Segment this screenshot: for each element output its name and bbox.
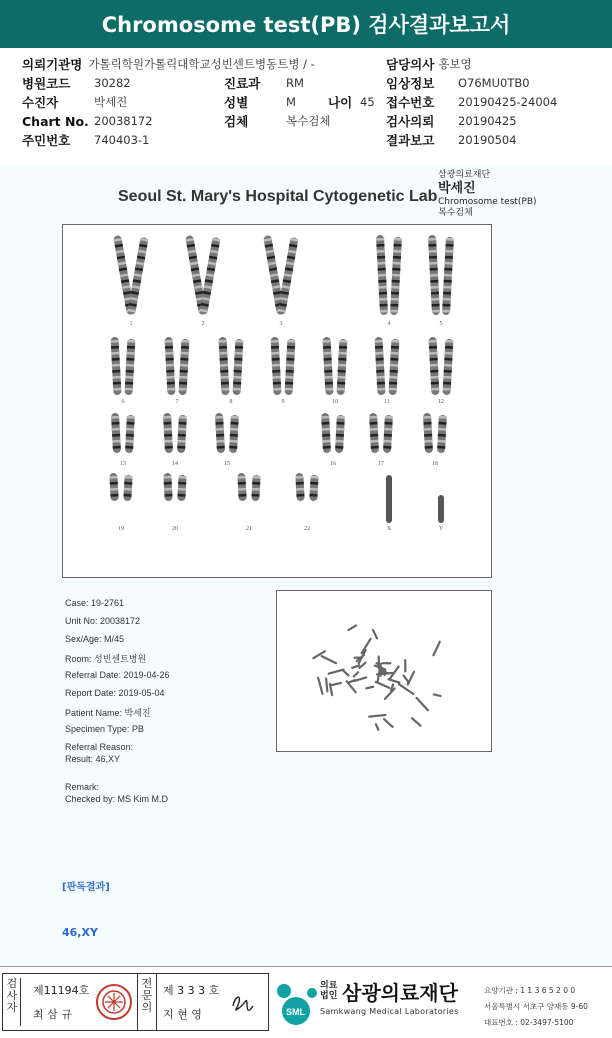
- inspector-license: 제11194호: [33, 982, 89, 998]
- chromosome: [111, 413, 135, 453]
- chromosome-label: 8: [230, 399, 233, 405]
- unit-number: Unit No: 20038172: [65, 616, 140, 626]
- chromosome-label: X: [387, 526, 392, 532]
- metaphase-chromosome: [433, 642, 439, 656]
- value-sex: M: [286, 95, 328, 109]
- chromosome-label: 7: [176, 399, 179, 405]
- chromosome: [109, 473, 132, 501]
- value-ward: 동트병 / -: [266, 56, 315, 72]
- header-row-3-mid: [224, 93, 375, 111]
- specialist-license: 제 3 3 3 호: [163, 982, 219, 998]
- header-row-4: [22, 112, 153, 130]
- value-receipt-number: 20190425-24004: [458, 95, 557, 109]
- chromosome-label: 4: [388, 321, 391, 327]
- chromosome-label: 2: [202, 321, 205, 327]
- metaphase-chromosome: [352, 665, 359, 667]
- metaphase-chromosome: [331, 683, 341, 685]
- metaphase-chromosome: [366, 687, 373, 689]
- label-requesting-institution: 의뢰기관명: [22, 55, 82, 73]
- metaphase-chromosome: [376, 682, 390, 688]
- org-prefix: [320, 981, 337, 1001]
- lab-title: Seoul St. Mary's Hospital Cytogenetic Lab: [118, 188, 437, 206]
- label-specimen: 검체: [224, 112, 286, 130]
- report-body: [0, 166, 612, 966]
- chromosome: [428, 235, 454, 315]
- stamp-specimen: 복수검체: [438, 208, 537, 219]
- org-phone: 대표번호 : 02-3497-5100: [484, 1015, 588, 1031]
- value-hospital-code: 30282: [94, 76, 131, 90]
- label-result-report: 결과보고: [386, 131, 458, 149]
- chromosome: [376, 235, 402, 315]
- org-name: 삼광의료재단: [342, 977, 458, 1006]
- metaphase-chromosome: [412, 718, 420, 726]
- sml-logo-icon: [272, 981, 318, 1031]
- header-row-3: [22, 93, 127, 111]
- chromosome: [237, 473, 260, 501]
- chromosome-label: 9: [282, 399, 285, 405]
- value-patient: 박세진: [94, 94, 127, 110]
- chromosome-label: 18: [432, 461, 438, 467]
- chromosome-label: 17: [378, 461, 384, 467]
- label-test-request: 검사의뢰: [386, 112, 458, 130]
- interpretation-result: 46,XY: [62, 926, 98, 939]
- label-resident-number: 주민번호: [22, 131, 94, 149]
- specimen-stamp: [438, 170, 537, 219]
- specialist-signature-icon: [225, 984, 261, 1024]
- stamp-patient-name: 박세진: [438, 181, 537, 197]
- metaphase-chromosome: [318, 678, 322, 694]
- value-resident-number: 740403-1: [94, 133, 149, 147]
- metaphase-image-panel: [276, 590, 492, 752]
- chromosome: [386, 475, 392, 523]
- chromosome-label: 20: [172, 526, 178, 532]
- referral-reason: Referral Reason:: [65, 742, 133, 752]
- metaphase-chromosome: [329, 670, 344, 674]
- metaphase-chromosome: [343, 670, 348, 675]
- metaphase-chromosome: [349, 625, 357, 629]
- result-line: Result: 46,XY: [65, 754, 120, 764]
- label-receipt-number: 접수번호: [386, 93, 458, 111]
- chromosome: [164, 337, 189, 395]
- metaphase-chromosome: [347, 681, 356, 692]
- value-chart-no: 20038172: [94, 114, 153, 128]
- header-row-5-right: [386, 131, 517, 149]
- specialist-vertical-label: [137, 974, 157, 1030]
- chromosome-label: 1: [130, 321, 133, 327]
- org-address: 서울특별시 서초구 양재동 9-60: [484, 999, 588, 1015]
- case-number: Case: 19-2761: [65, 598, 124, 608]
- header-row-2-right: [386, 74, 530, 92]
- org-english-name: Samkwang Medical Laboratories: [320, 1007, 459, 1016]
- chromosome-label: 22: [304, 526, 310, 532]
- metaphase-chromosome: [399, 684, 413, 694]
- chromosome-label: Y: [439, 526, 444, 532]
- chromosome: [185, 235, 220, 315]
- chromosome: [321, 413, 345, 453]
- org-prefix-2: 법인: [320, 991, 337, 1001]
- stamp-org: 삼광의료재단: [438, 170, 537, 181]
- inspector-vertical-label: [6, 978, 21, 1026]
- checked-by: Checked by: MS Kim M.D: [65, 794, 168, 804]
- chromosome-label: 5: [440, 321, 443, 327]
- metaphase-chromosome: [376, 724, 379, 730]
- interpretation-label: [판독결과]: [62, 878, 110, 893]
- sex-age: Sex/Age: M/45: [65, 634, 124, 644]
- karyogram-image: [63, 225, 491, 577]
- case-info: [0, 590, 240, 850]
- metaphase-chromosome: [417, 698, 428, 710]
- chromosome-label: 16: [330, 461, 336, 467]
- metaphase-chromosome: [384, 719, 393, 727]
- metaphase-chromosome: [404, 676, 409, 683]
- header-row-1-right: [386, 55, 472, 73]
- chromosome: [369, 413, 393, 453]
- chromosome-label: 15: [224, 461, 230, 467]
- label-patient: 수진자: [22, 93, 94, 111]
- chromosome: [295, 473, 318, 501]
- label-hospital-code: 병원코드: [22, 74, 94, 92]
- chromosome: [163, 473, 186, 501]
- inspector-name: 최 삼 규: [33, 1006, 72, 1022]
- stamp-test-name: Chromosome test(PB): [438, 197, 537, 208]
- metaphase-chromosome: [359, 663, 365, 668]
- chromosome-label: 19: [118, 526, 124, 532]
- organization-block: [272, 975, 610, 1031]
- metaphase-chromosome: [434, 694, 441, 695]
- chromosome: [218, 337, 243, 395]
- specialist-name: 지 현 영: [163, 1006, 202, 1022]
- chromosome-label: 11: [384, 399, 390, 405]
- label-age: 나이: [328, 93, 360, 111]
- chromosome: [438, 495, 444, 523]
- inspector-seal-icon: [95, 982, 133, 1022]
- report-title: Chromosome test(PB) 검사결과보고서: [0, 0, 612, 48]
- chromosome-label: 10: [332, 399, 338, 405]
- label-physician: 담당의사: [386, 55, 434, 73]
- chromosome: [263, 235, 298, 315]
- metaphase-chromosome: [385, 688, 395, 698]
- remark: Remark:: [65, 782, 99, 792]
- metaphase-chromosome: [354, 677, 366, 681]
- value-clinical-info: O76MU0TB0: [458, 76, 530, 90]
- header-row-4-right: [386, 112, 517, 130]
- value-age: 45: [360, 95, 375, 109]
- metaphase-chromosome: [369, 715, 385, 717]
- chromosome-label: 14: [172, 461, 178, 467]
- specimen-type: Specimen Type: PB: [65, 724, 144, 734]
- metaphase-chromosome: [322, 656, 336, 663]
- chromosome: [374, 337, 399, 395]
- patient-info-header: [0, 48, 612, 167]
- patient-name: Patient Name: 박세진: [65, 706, 151, 719]
- chromosome: [113, 235, 148, 315]
- metaphase-chromosome: [373, 630, 377, 638]
- label-department: 진료과: [224, 74, 286, 92]
- signature-box: [2, 973, 269, 1031]
- inspector-label: 검사자: [6, 978, 18, 1014]
- label-sex: 성별: [224, 93, 286, 111]
- header-row-2-mid: [224, 74, 304, 92]
- org-institution-code: 요양기관 : 1 1 3 6 5 2 0 0: [484, 983, 588, 999]
- room: Room: 성빈센트병원: [65, 652, 146, 665]
- report-date: Report Date: 2019-05-04: [65, 688, 165, 698]
- metaphase-chromosome: [354, 672, 358, 676]
- value-department: RM: [286, 76, 304, 90]
- value-physician: 홍보영: [438, 56, 471, 72]
- chromosome: [322, 337, 347, 395]
- specialist-label: 전문의: [141, 978, 153, 1014]
- header-row-5: [22, 131, 149, 149]
- value-test-request: 20190425: [458, 114, 517, 128]
- chromosome: [423, 413, 447, 453]
- chromosome: [428, 337, 453, 395]
- header-row-4-mid: [224, 112, 330, 130]
- chromosome: [270, 337, 295, 395]
- metaphase-chromosome: [389, 679, 400, 682]
- metaphase-image: [277, 591, 491, 751]
- header-row-1: [22, 55, 315, 73]
- org-prefix-1: 의료: [320, 981, 337, 991]
- header-row-3-right: [386, 93, 557, 111]
- chromosome: [110, 337, 135, 395]
- label-chart-no: Chart No.: [22, 114, 94, 129]
- label-clinical-info: 임상정보: [386, 74, 458, 92]
- chromosome-label: 13: [120, 461, 126, 467]
- chromosome-label: 12: [438, 399, 444, 405]
- karyogram-panel: [62, 224, 492, 578]
- chromosome: [215, 413, 239, 453]
- chromosome-label: 21: [246, 526, 252, 532]
- footer: [0, 966, 612, 1038]
- value-result-report: 20190504: [458, 133, 517, 147]
- value-requesting-institution: 가톨릭학원가톨릭대학교성빈센트병: [88, 56, 266, 72]
- value-specimen: 복수검체: [286, 113, 330, 129]
- sml-logo-text: SML: [286, 1007, 306, 1017]
- header-row-2: [22, 74, 131, 92]
- chromosome-label: 3: [280, 321, 283, 327]
- metaphase-chromosome: [326, 678, 327, 691]
- chromosome-label: 6: [122, 399, 125, 405]
- referral-date: Referral Date: 2019-04-26: [65, 670, 170, 680]
- chromosome: [163, 413, 187, 453]
- org-contact-info: [484, 983, 588, 1031]
